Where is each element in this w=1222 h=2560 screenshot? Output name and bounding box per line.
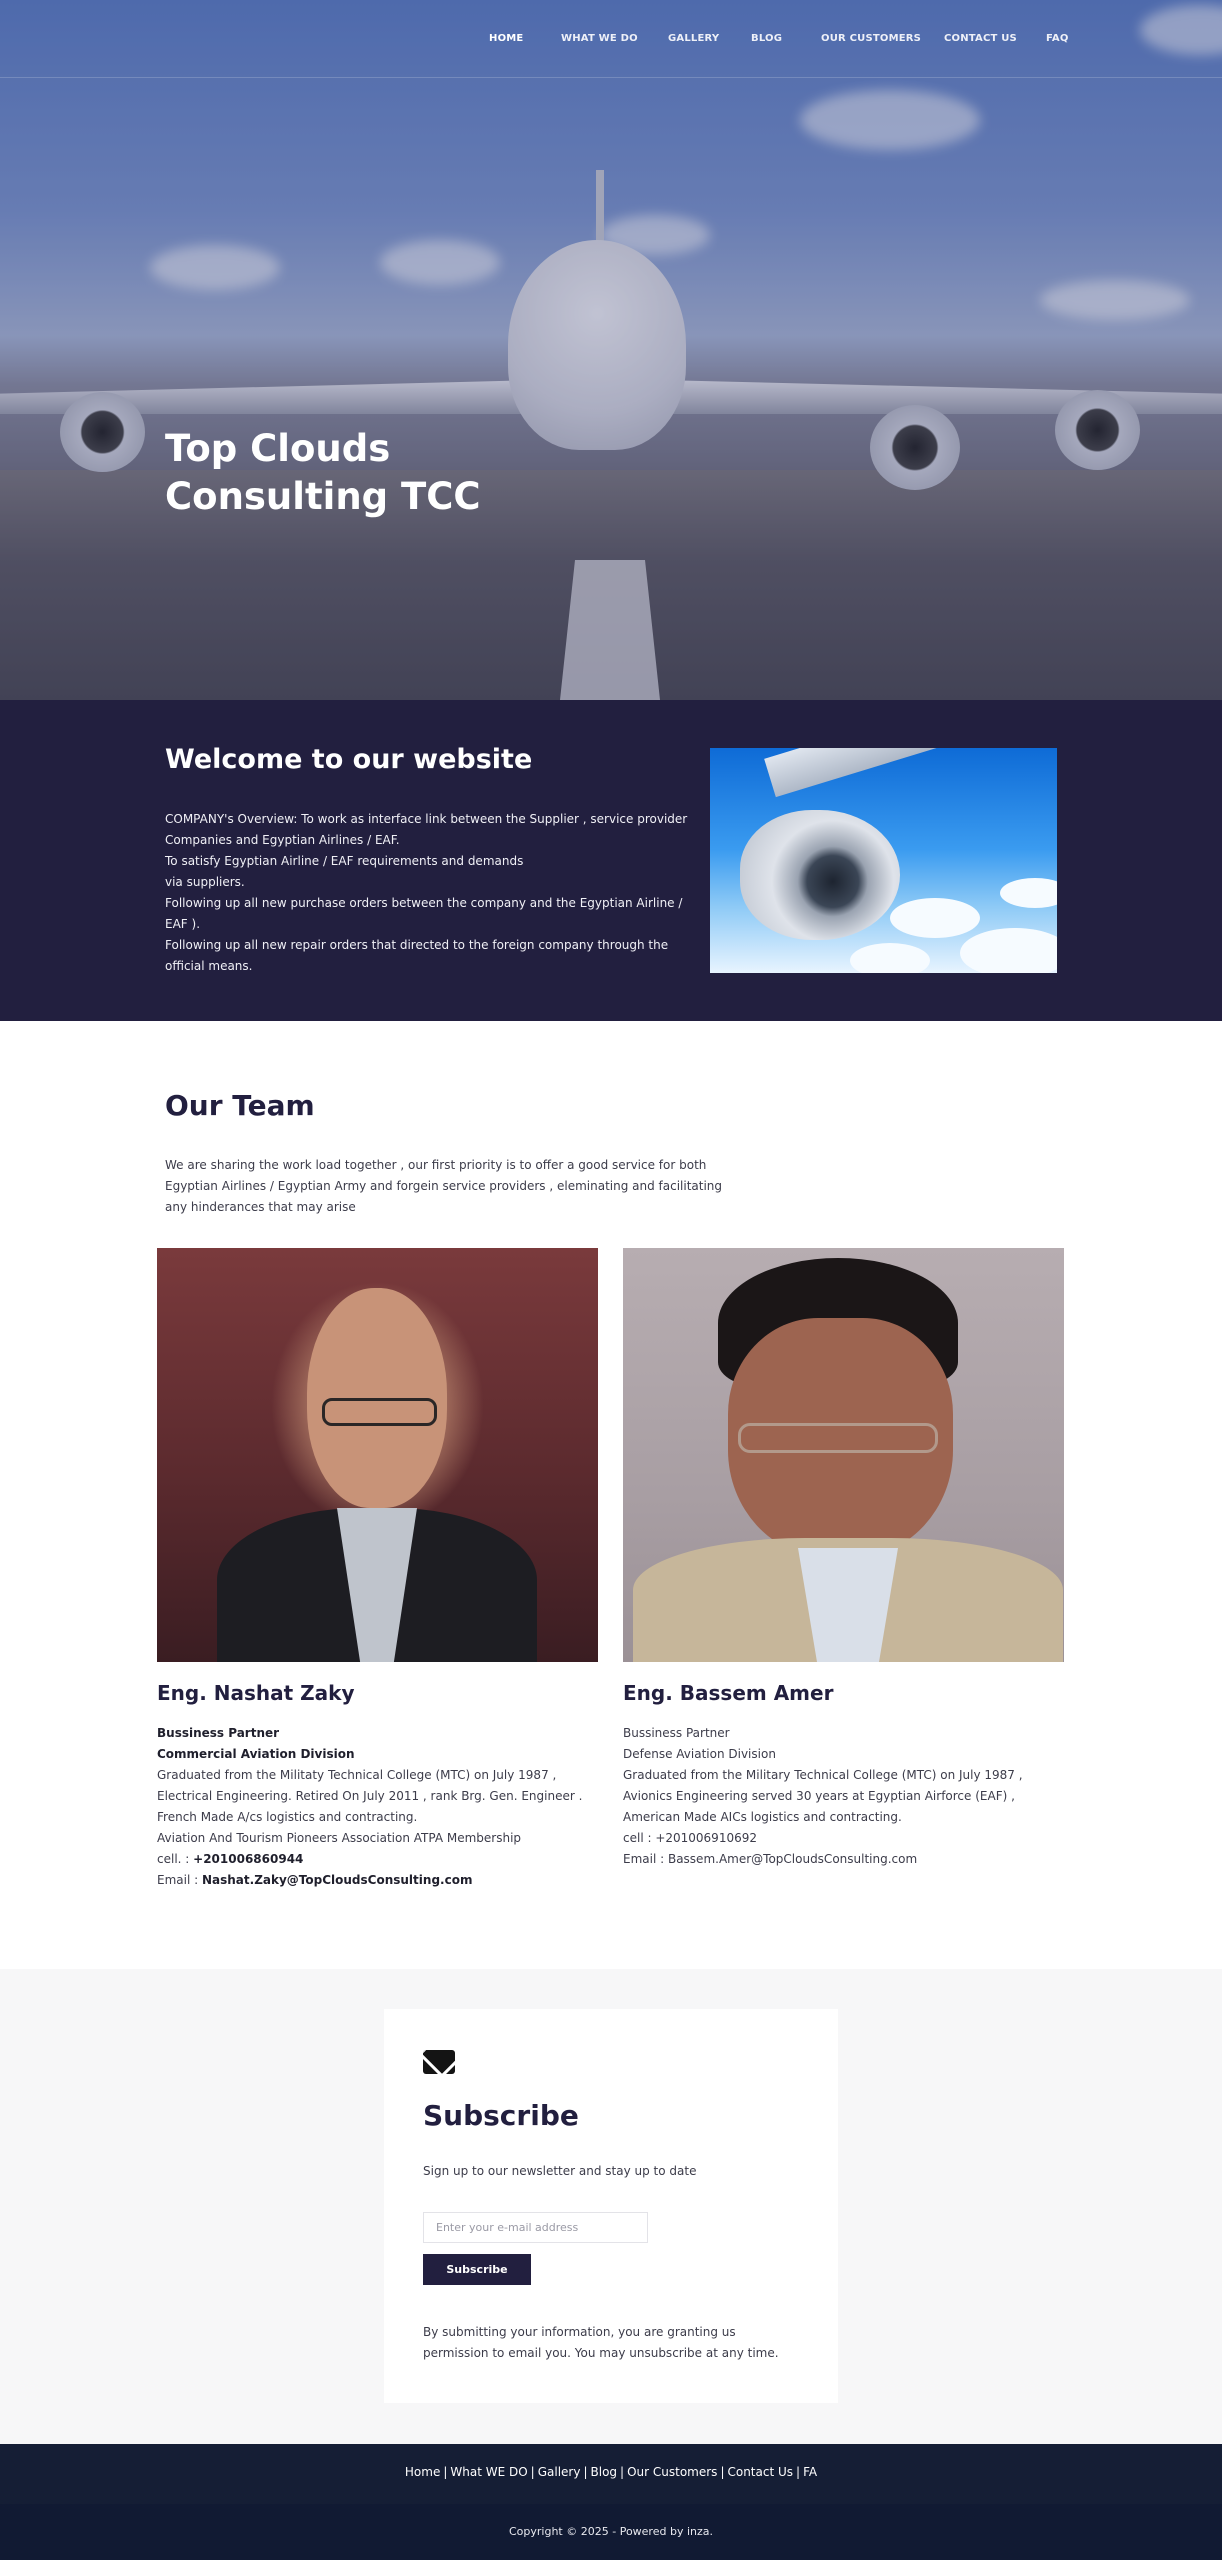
footer-link-what-we-do[interactable]: What WE DO	[450, 2465, 528, 2479]
copyright-text: Copyright © 2025 - Powered by inza.	[509, 2525, 713, 2538]
nav-blog[interactable]: BLOG	[751, 33, 783, 44]
member-photo	[623, 1248, 1064, 1662]
footer-separator: |	[583, 2465, 588, 2479]
member-info	[623, 1723, 1064, 1870]
company-overview	[165, 809, 695, 977]
member-cell: +201006860944	[193, 1852, 304, 1866]
subscribe-heading: Subscribe	[423, 2099, 579, 2132]
team-section	[0, 1021, 1222, 1969]
member-division: Defense Aviation Division	[623, 1747, 776, 1761]
cloud-shape	[960, 928, 1057, 973]
footer-separator: |	[720, 2465, 725, 2479]
subscribe-text: Sign up to our newsletter and stay up to date	[423, 2164, 697, 2178]
member-membership: Aviation And Tourism Pioneers Association ATPA Membership	[157, 1831, 522, 1845]
overview-line: To satisfy Egyptian Airline / EAF requirements and demands via suppliers.	[165, 854, 524, 889]
member-info	[157, 1723, 598, 1891]
member-cell-row	[157, 1849, 598, 1870]
footer-separator: |	[443, 2465, 448, 2479]
footer-separator: |	[530, 2465, 535, 2479]
hero-section	[0, 0, 1222, 700]
footer-separator: |	[796, 2465, 801, 2479]
glasses-shape	[738, 1423, 938, 1453]
team-member-card	[623, 1248, 1064, 1870]
overview-line: COMPANY's Overview: To work as interface link between the Supplier , service provider Companies and Egyptian Airlines / EAF.	[165, 812, 688, 847]
glasses-shape	[322, 1398, 437, 1426]
member-role: Bussiness Partner	[623, 1726, 730, 1740]
nav-contact-us[interactable]: CONTACT US	[944, 33, 1017, 44]
subscribe-section	[0, 1969, 1222, 2444]
team-intro: We are sharing the work load together , our first priority is to offer a good service for both Egyptian Airlines / Egyptian Army and forgein service providers , eleminating and facilitating any hinderances that may arise	[165, 1158, 723, 1214]
member-email-link[interactable]: Nashat.Zaky@TopCloudsConsulting.com	[201, 1873, 473, 1887]
footer-links	[0, 2444, 1222, 2504]
hero-overlay	[0, 0, 1222, 700]
welcome-section	[0, 700, 1222, 1021]
nav-what-we-do[interactable]: WHAT WE DO	[561, 33, 638, 44]
team-heading: Our Team	[165, 1089, 315, 1122]
jet-engine-image	[710, 748, 1057, 973]
member-bio: Graduated from the Militaty Technical College (MTC) on July 1987 , Electrical Engineering. Retired On July 2011 , rank Brg. Gen. Engineer . French Made A/cs logistics and contracting.	[157, 1768, 583, 1824]
member-cell: cell : +201006910692	[623, 1831, 757, 1845]
envelope-icon	[423, 2050, 455, 2074]
cloud-shape	[850, 943, 930, 973]
email-input[interactable]	[423, 2212, 648, 2243]
subscribe-disclaimer: By submitting your information, you are granting us permission to email you. You may unsubscribe at any time.	[423, 2325, 779, 2360]
subscribe-button[interactable]: Subscribe	[423, 2254, 531, 2285]
footer-link-home[interactable]: Home	[404, 2465, 441, 2479]
footer-copyright-bar	[0, 2504, 1222, 2560]
nav-our-customers[interactable]: OUR CUSTOMERS	[821, 33, 922, 44]
footer-link-contact-us[interactable]: Contact Us	[727, 2465, 794, 2479]
footer-link-faq[interactable]: FA	[803, 2465, 818, 2479]
team-member-card	[157, 1248, 598, 1891]
cloud-shape	[1000, 878, 1057, 908]
jet-engine	[740, 810, 900, 940]
footer-link-blog[interactable]: Blog	[590, 2465, 618, 2479]
footer-link-our-customers[interactable]: Our Customers	[627, 2465, 718, 2479]
cell-label: cell. :	[157, 1852, 194, 1866]
overview-line: Following up all new purchase orders between the company and the Egyptian Airline / EAF ).	[165, 896, 683, 931]
hero-title: Top Clouds Consulting TCC	[165, 427, 481, 518]
nav-gallery[interactable]: GALLERY	[668, 33, 720, 44]
email-label: Email :	[157, 1873, 202, 1887]
member-email-row	[157, 1870, 598, 1891]
nav-home[interactable]: HOME	[489, 33, 524, 44]
nav-faq[interactable]: FAQ	[1046, 33, 1069, 44]
footer-link-gallery[interactable]: Gallery	[537, 2465, 581, 2479]
welcome-heading: Welcome to our website	[165, 744, 533, 775]
member-role: Bussiness Partner	[157, 1726, 280, 1740]
member-photo	[157, 1248, 598, 1662]
subscribe-card	[384, 2009, 838, 2403]
cloud-shape	[890, 898, 980, 938]
member-email-link[interactable]: Email : Bassem.Amer@TopCloudsConsulting.com	[623, 1852, 918, 1866]
member-division: Commercial Aviation Division	[157, 1747, 355, 1761]
jet-wing	[764, 748, 1057, 797]
member-name: Eng. Bassem Amer	[623, 1681, 834, 1705]
footer-separator: |	[620, 2465, 625, 2479]
member-bio: Graduated from the Military Technical College (MTC) on July 1987 , Avionics Engineering served 30 years at Egyptian Airforce (EAF) , American Made AICs logistics and contracting.	[623, 1768, 1023, 1824]
overview-line: Following up all new repair orders that directed to the foreign company through the official means.	[165, 938, 669, 973]
member-name: Eng. Nashat Zaky	[157, 1681, 355, 1705]
main-nav	[0, 0, 1222, 78]
